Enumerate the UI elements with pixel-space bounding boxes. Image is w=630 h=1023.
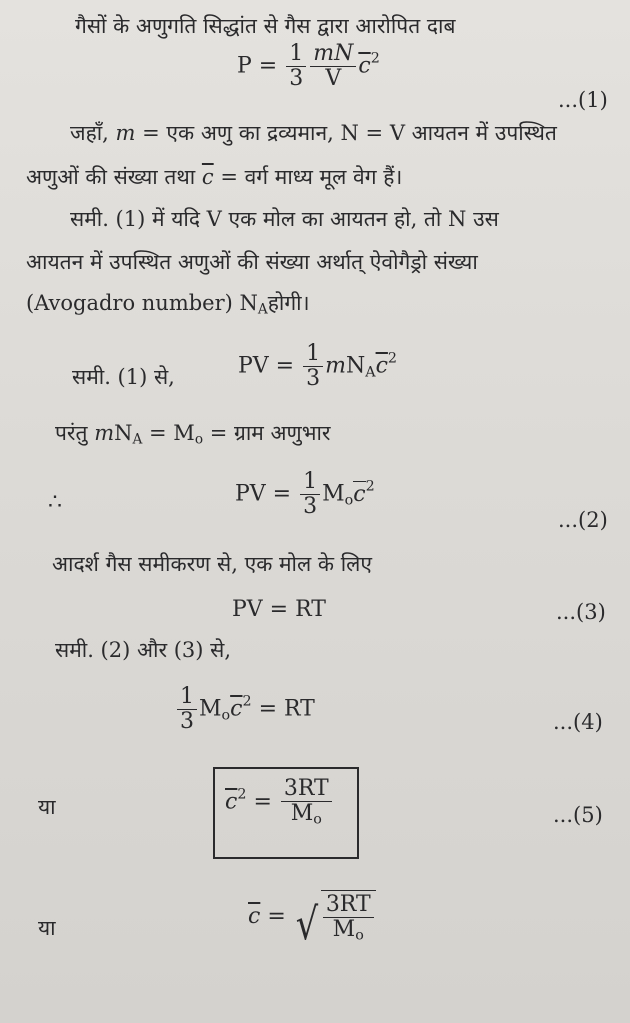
square-root: √ $\frac{3RT}{M_o}$ <box>293 890 376 944</box>
eq2-number: ...(2) <box>558 508 608 532</box>
equation-3: PV = RT <box>232 597 326 622</box>
from-eq-2-3-line: समी. (2) और (3) से, <box>55 638 232 662</box>
equation-6: $\overline{c}$ = √ $\frac{3RT}{M_o}$ <box>248 890 376 944</box>
eq2-fraction: $\frac{1}{3}$ <box>300 470 320 519</box>
therefore-symbol: ∴ <box>48 490 62 515</box>
eq1-cbar: $\overline{c}$ <box>358 53 371 79</box>
eq1-lhs: P = <box>237 53 278 79</box>
eqA-fraction: $\frac{1}{3}$ <box>303 342 323 391</box>
eq4-number: ...(4) <box>553 710 603 734</box>
ya-label-1: या <box>38 795 56 819</box>
eq5-fraction: $\frac{3RT}{M_o}$ <box>281 777 332 828</box>
eq1-fraction-mn-v: $\frac{mN}{V}$ <box>310 42 356 91</box>
eq3-number: ...(3) <box>556 600 606 624</box>
eq1-number: ...(1) <box>558 88 608 112</box>
eqA-label: समी. (1) से, <box>72 365 175 389</box>
definition-line-1: जहाँ, m = एक अणु का द्रव्यमान, N = V आयतन में उपस्थित <box>70 121 557 145</box>
para-line-3: (Avogadro number) $N_Aहोगी।$ <box>26 291 310 318</box>
equation-5: $\overline{c}^2$ = $\frac{3RT}{M_o}$ <box>225 777 334 828</box>
para-line-2: आयतन में उपस्थित अणुओं की संख्या अर्थात् ऐवोगैड्रो संख्या <box>26 250 478 274</box>
para-line-1: समी. (1) में यदि V एक मोल का आयतन हो, तो N उस <box>70 207 499 231</box>
equation-4: $\frac{1}{3}$ $M_o\overline{c}^2$ = RT <box>175 685 315 734</box>
eq5-number: ...(5) <box>553 803 603 827</box>
eq1-fraction-one-third: $\frac{1}{3}$ <box>286 42 306 91</box>
ideal-gas-line: आदर्श गैस समीकरण से, एक मोल के लिए <box>52 552 372 576</box>
definition-line-2: अणुओं की संख्या तथा $\overline{c}$ = वर्ग माध्य मूल वेग हैं। <box>26 165 403 189</box>
eq6-fraction: $\frac{3RT}{M_o}$ <box>323 893 374 944</box>
eq4-fraction: $\frac{1}{3}$ <box>177 685 197 734</box>
ya-label-2: या <box>38 916 56 940</box>
equation-1: P = $\frac{1}{3}$ $\frac{mN}{V}$ $\overline{c}^2$ <box>237 41 380 92</box>
molar-mass-line: परंतु $mN_A = M_o$ = ग्राम अणुभार <box>55 421 331 448</box>
equation-2: PV = $\frac{1}{3}$ $M_oc^2$ <box>235 469 375 520</box>
intro-line: गैसों के अणुगति सिद्धांत से गैस द्वारा आरोपित दाब <box>75 14 456 38</box>
equation-a: PV = $\frac{1}{3}$ $mN_A\overline{c}^2$ <box>238 341 398 392</box>
